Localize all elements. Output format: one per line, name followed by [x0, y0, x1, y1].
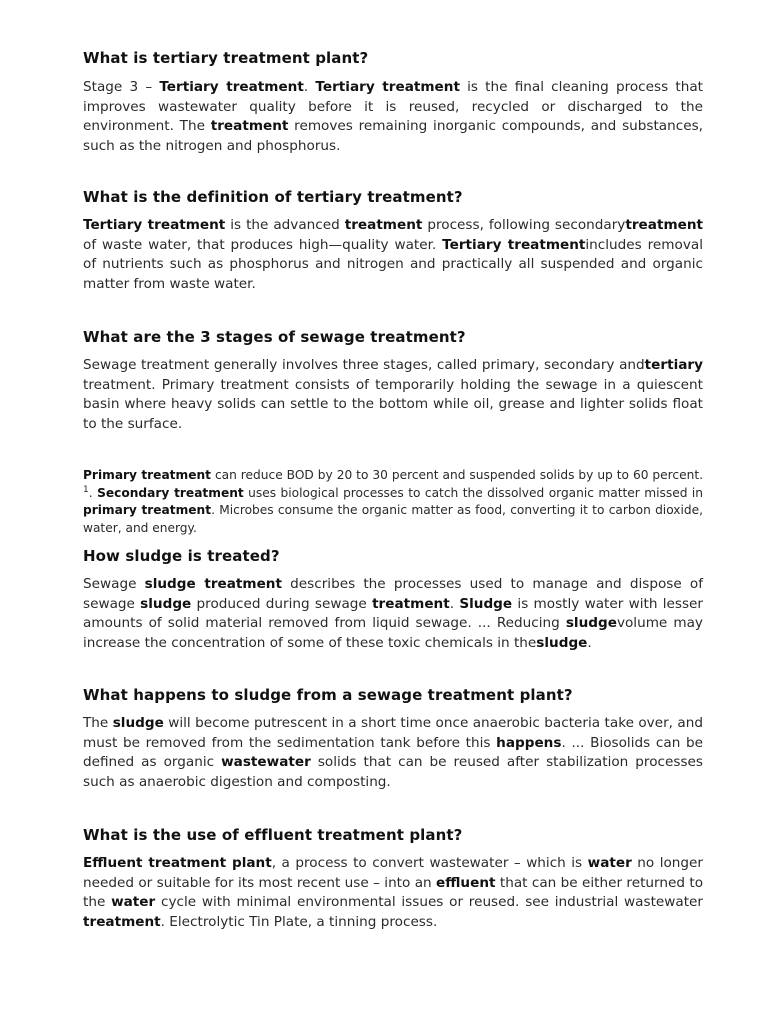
text-run: Sewage treatment generally involves three stages, called primary, secondary and [83, 357, 645, 373]
heading-sludge-happens: What happens to sludge from a sewage treatment plant? [83, 686, 573, 704]
paragraph-tertiary-treatment-plant [83, 78, 703, 156]
text-run: cycle with minimal environmental issues or reused. see industrial wastewater [155, 894, 703, 911]
text-run: . [587, 634, 592, 651]
text-run: solids that can be reused after stabilization processes such as anaerobic digestion and composting. [83, 754, 703, 790]
bold-term: wastewater [221, 754, 311, 771]
bold-term: Primary treatment [83, 468, 211, 482]
text-run: is the final cleaning process that improves wastewater quality before it is reused, recycled or discharged to the environment. The [83, 79, 703, 135]
bold-term: Effluent treatment plant [83, 855, 272, 871]
bold-term: sludge [112, 715, 164, 731]
paragraph-sludge-happens [83, 714, 703, 792]
bold-term: treatment [210, 118, 289, 135]
paragraph-three-stages [83, 356, 703, 434]
text-run: produced during sewage [191, 595, 373, 612]
text-run: . ... Biosolids can be defined as organic [83, 734, 703, 771]
bold-term: tertiary [644, 357, 703, 373]
text-run: . Electrolytic Tin Plate, a tinning process. [160, 913, 438, 930]
text-run: Sewage [83, 576, 145, 592]
bold-term: primary treatment [83, 503, 212, 518]
heading-sludge-treated: How sludge is treated? [83, 547, 280, 565]
heading-definition-tertiary-treatment: What is the definition of tertiary treatment? [83, 188, 463, 206]
text-run: volume may increase the concentration of some of these toxic chemicals in the [83, 615, 703, 651]
text-run: includes removal of nutrients such as phosphorus and nitrogen and practically all suspended and organic matter from waste water. [83, 236, 703, 292]
paragraph-sludge-treated [83, 575, 703, 653]
bold-term: sludge [140, 595, 192, 612]
text-run: describes the processes used to manage and dispose of sewage [83, 576, 703, 612]
bold-term: sludge treatment [144, 576, 282, 592]
bold-term: Secondary treatment [97, 485, 244, 500]
text-run: no longer needed or suitable for its most recent use – into an [83, 855, 704, 891]
heading-effluent-plant: What is the use of effluent treatment plant? [83, 826, 463, 844]
text-run: will become putrescent in a short time once anaerobic bacteria take over, and must be removed from the sedimentation tank before this [83, 715, 704, 751]
text-run: is the advanced [225, 217, 345, 233]
bold-term: treatment [344, 217, 423, 233]
footnote-marker: 1 [83, 484, 89, 495]
text-run: is mostly water with lesser amounts of solid material removed from liquid sewage. ... Reducing [83, 595, 703, 632]
text-run: removes remaining inorganic compounds, and substances, such as the nitrogen and phosphorus. [83, 118, 703, 154]
bold-term: happens [496, 734, 562, 751]
text-run: that can be either returned to the [83, 874, 704, 911]
text-run: can reduce BOD by 20 to 30 percent and suspended solids by up to 60 percent. [210, 468, 703, 482]
bold-term: treatment [372, 595, 450, 612]
paragraph-effluent-plant [83, 854, 703, 932]
bold-term: treatment [83, 913, 161, 930]
heading-tertiary-treatment-plant: What is tertiary treatment plant? [83, 49, 369, 67]
paragraph-definition-tertiary-treatment [83, 216, 703, 294]
text-run: . [449, 595, 460, 612]
bold-term: Tertiary treatment [159, 79, 304, 95]
bold-term: water [587, 855, 632, 871]
text-run: treatment. Primary treatment consists of temporarily holding the sewage in a quiescent basin where heavy solids can settle to the bottom while oil, grease and lighter solids float to the surface. [83, 376, 703, 432]
bold-term: sludge [536, 634, 588, 651]
bold-term: Tertiary treatment [442, 236, 586, 253]
text-run: . Microbes consume the organic matter as food, converting it to carbon dioxide, water, and energy. [83, 503, 703, 535]
bold-term: Tertiary treatment [83, 217, 226, 233]
bold-term: water [111, 894, 156, 911]
paragraph-primary-secondary [83, 467, 703, 537]
text-run: Stage 3 – [83, 79, 160, 95]
text-run: . [88, 485, 98, 500]
bold-term: Tertiary treatment [315, 79, 460, 95]
text-run: of waste water, that produces high—quality water. [83, 236, 443, 253]
text-run: , a process to convert wastewater – which is [271, 855, 588, 871]
bold-term: treatment [625, 217, 704, 233]
text-run: process, following secondary [422, 217, 626, 233]
text-run: The [83, 715, 113, 731]
heading-three-stages: What are the 3 stages of sewage treatment? [83, 328, 466, 346]
bold-term: sludge [565, 615, 617, 632]
bold-term: effluent [436, 874, 496, 891]
text-run: . [303, 79, 316, 95]
bold-term: Sludge [459, 595, 513, 612]
text-run: uses biological processes to catch the dissolved organic matter missed in [243, 485, 703, 500]
